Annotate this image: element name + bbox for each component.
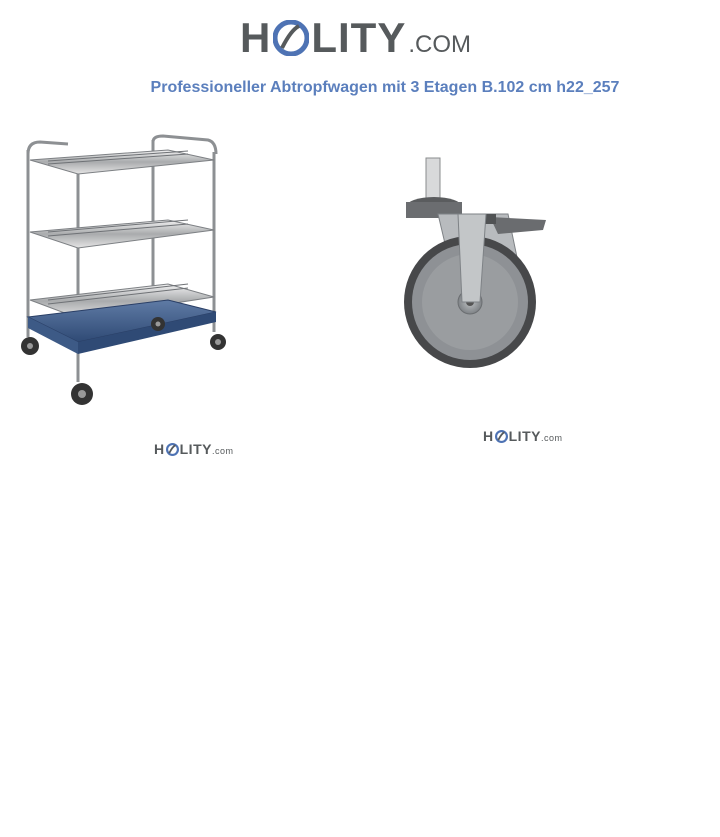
logo-o-icon [495,430,508,443]
logo-domain: .com [540,433,563,443]
logo-letters: LITY [508,428,541,444]
logo-o-icon [166,443,179,456]
brand-logo[interactable] [240,14,471,62]
page-title: Professioneller Abtropfwagen mit 3 Etagen B.102 cm h22_257 [150,79,620,96]
cart-product-image[interactable] [18,132,233,414]
logo-letters: LITY [179,441,212,457]
logo-letter-h: H [240,14,272,61]
logo-domain: .com [211,446,234,456]
logo-o-icon [273,18,309,54]
logo-domain: .COM [408,31,472,58]
cart-illustration-icon [18,132,233,414]
wheel-product-image[interactable] [398,152,553,372]
logo-letter-h: H [483,428,494,444]
brand-logo-small [154,441,233,457]
brand-logo-small [483,428,562,444]
logo-letter-h: H [154,441,165,457]
wheel-illustration-icon [398,152,553,372]
logo-letters: LITY [311,14,407,61]
